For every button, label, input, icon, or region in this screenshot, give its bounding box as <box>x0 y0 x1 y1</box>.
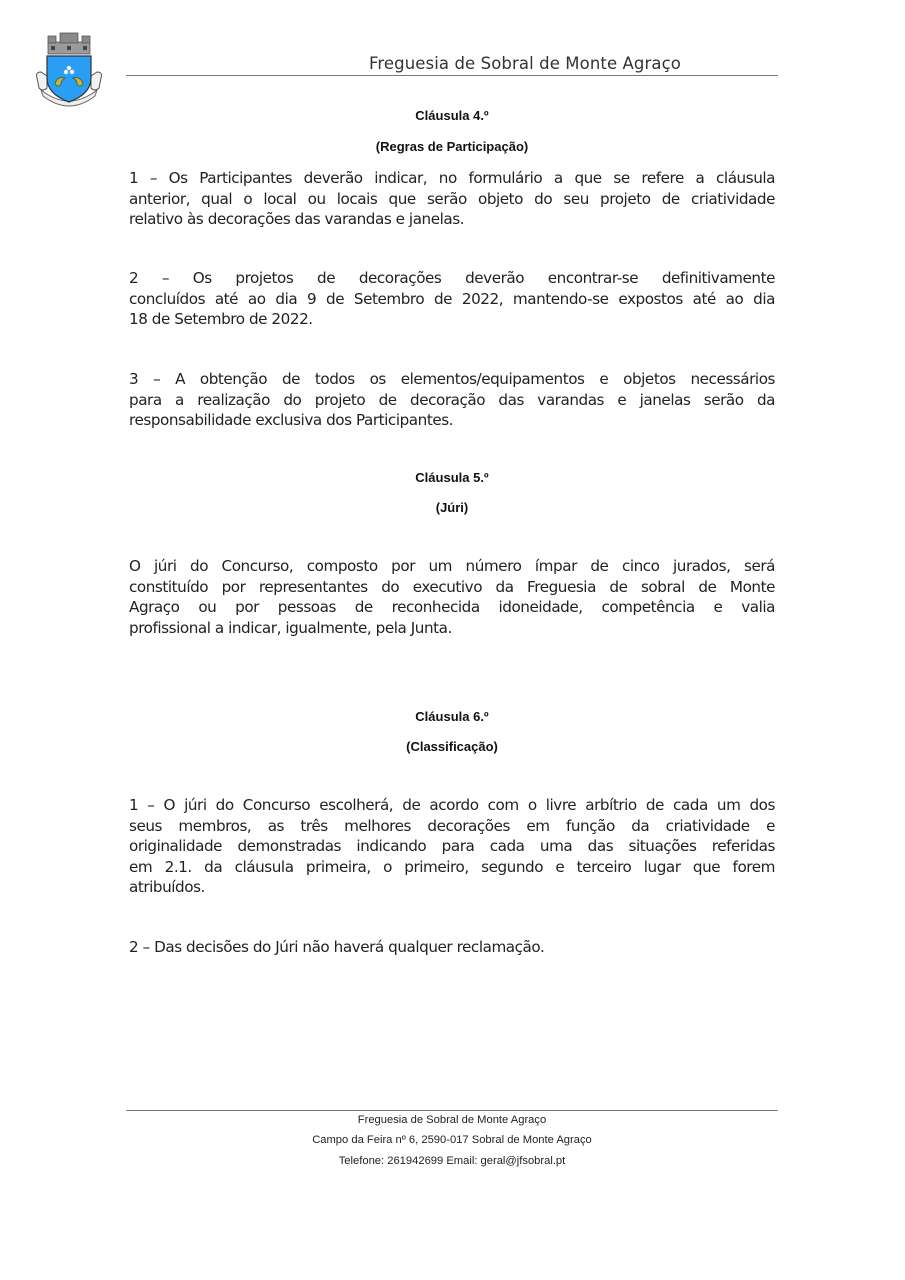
text-line: em 2.1. da cláusula primeira, o primeiro, segundo e terceiro lugar que forem <box>129 857 775 876</box>
footer-name: Freguesia de Sobral de Monte Agraço <box>357 1114 547 1126</box>
text-line: 2 – Das decisões do Júri não haverá qualquer reclamação. <box>129 938 545 956</box>
clause-4-title: Cláusula 4.º <box>415 108 489 123</box>
clause-6-subtitle: (Classificação) <box>406 739 498 754</box>
text-line: seus membros, as três melhores decorações em função da criatividade e <box>129 816 775 835</box>
header-divider <box>126 75 778 76</box>
text-line: 3 – A obtenção de todos os elementos/equipamentos e objetos necessários <box>129 370 775 388</box>
clause-4-subtitle: (Regras de Participação) <box>375 139 529 154</box>
coat-of-arms-icon <box>33 32 105 112</box>
footer-divider <box>126 1110 778 1111</box>
text-line: originalidade demonstradas indicando para cada uma das situações referidas <box>129 837 775 856</box>
footer-address: Campo da Feira nº 6, 2590-017 Sobral de Monte Agraço <box>312 1134 592 1146</box>
clause-6-title: Cláusula 6.º <box>415 709 489 724</box>
text-line: 1 – O júri do Concurso escolherá, de acordo com o livre arbítrio de cada um dos <box>129 796 775 814</box>
text-line: constituído por representantes do executivo da Freguesia de sobral de Monte <box>129 577 775 596</box>
text-line: atribuídos. <box>129 878 205 897</box>
text-line: para a realização do projeto de decoração das varandas e janelas serão da <box>129 390 775 409</box>
text-line: relativo às decorações das varandas e janelas. <box>129 210 465 229</box>
clause-4-paragraph-2 <box>129 268 775 330</box>
clause-6-paragraph-1 <box>129 795 775 898</box>
text-line: concluídos até ao dia 9 de Setembro de 2022, mantendo-se expostos até ao dia <box>129 289 775 308</box>
clause-4-paragraph-1 <box>129 168 775 230</box>
clause-6-paragraph-2 <box>129 937 775 958</box>
text-line: 2 – Os projetos de decorações deverão encontrar-se definitivamente <box>129 269 775 287</box>
clause-5-paragraph-1 <box>129 556 775 638</box>
clause-5-title: Cláusula 5.º <box>415 470 489 485</box>
footer-contact: Telefone: 261942699 Email: geral@jfsobral.pt <box>338 1155 566 1167</box>
text-line: anterior, qual o local ou locais que serão objeto do seu projeto de criatividade <box>129 189 775 208</box>
text-line: profissional a indicar, igualmente, pela Junta. <box>129 618 452 637</box>
text-line: Agraço ou por pessoas de reconhecida idoneidade, competência e valia <box>129 598 775 617</box>
text-line: O júri do Concurso, composto por um número ímpar de cinco jurados, será <box>129 557 775 575</box>
text-line: 18 de Setembro de 2022. <box>129 310 313 329</box>
clause-4-paragraph-3 <box>129 369 775 431</box>
text-line: responsabilidade exclusiva dos Participantes. <box>129 411 454 430</box>
clause-5-subtitle: (Júri) <box>435 500 469 515</box>
text-line: 1 – Os Participantes deverão indicar, no formulário a que se refere a cláusula <box>129 169 775 187</box>
header-title: Freguesia de Sobral de Monte Agraço <box>369 54 681 73</box>
